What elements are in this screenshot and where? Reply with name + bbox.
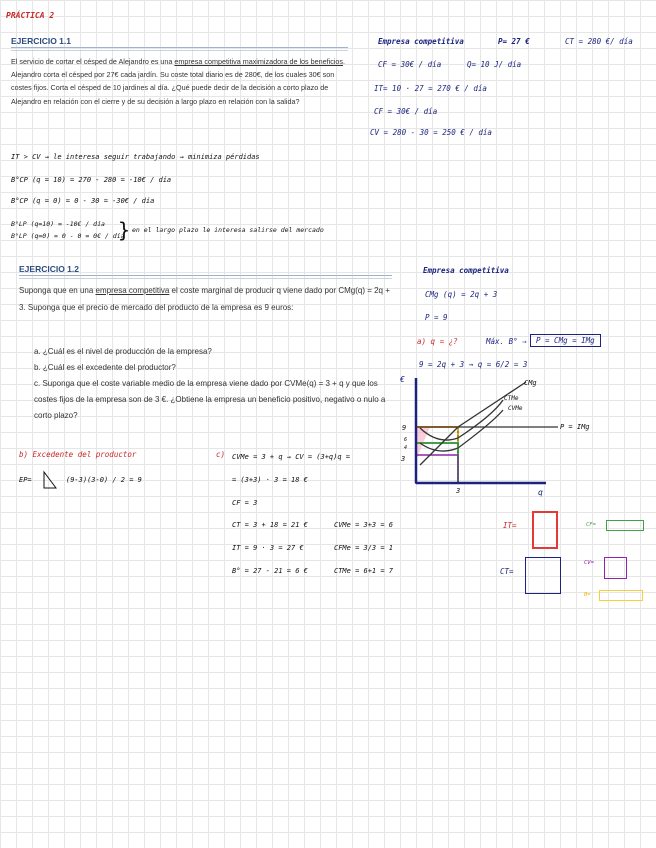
answer-c-ctme: CTMe = 6+1 = 7 — [334, 567, 394, 575]
cmg-label: CMg — [524, 379, 537, 387]
ct-box — [525, 557, 561, 594]
answer-c-cvme: CVMe = 3+3 = 6 — [334, 521, 394, 529]
ex1-long-run-conclusion: en el largo plazo le interesa salirse del mercado — [132, 226, 324, 234]
cv-label: CV= — [584, 560, 594, 566]
ct-label: CT= — [500, 567, 514, 576]
question-c: c. Suponga que el coste variable medio de la empresa viene dado por CVMe(q) = 3 + q y que los costes fijos de la empresa son de 3 €. ¿Obtiene la empresa un beneficio positivo, negativo o nulo a corto plazo? — [34, 379, 386, 420]
graph-x-label: q — [538, 488, 543, 497]
ex2-max-benefit: Máx. B° ⇒ — [486, 337, 527, 346]
tick-3: 3 — [401, 455, 406, 463]
ex1-note-price: P= 27 € — [498, 37, 530, 46]
tick-7: 6 — [404, 437, 408, 443]
ex1-note-q: Q= 10 J/ día — [467, 60, 522, 69]
answer-c-cfme: CFMe = 3/3 = 1 — [334, 544, 394, 552]
ex2-solve-q: 9 = 2q + 3 → q = 6/2 = 3 — [419, 360, 528, 369]
ex2-note-price: P = 9 — [425, 313, 448, 322]
triangle-icon — [40, 470, 60, 492]
ex1-note-it: IT= 10 · 27 = 270 € / día — [374, 84, 487, 93]
price-label: P = IMg — [560, 423, 590, 431]
ex2-answer-a-label: a) q = ¿? — [417, 337, 458, 346]
answer-c-line1: CVMe = 3 + q → CV = (3+q)q = — [232, 453, 351, 461]
exercise-1-1-statement: El servicio de cortar el césped de Alejandro es una empresa competitiva maximizadora de los beneficios. Alejandro corta el césped por 27€ cada jardín. Su coste total diario es de 280€, de los cuales 30€ son costes fijos. Corta el césped de 10 jardines al día. ¿Qué puede decir de la decisión a corto plazo de Alejandro en relación con el cierre y de su decisión a largo plazo en relación con la salida? — [11, 57, 346, 106]
answer-c-title: c) — [216, 450, 226, 459]
ex1-note-cf: CF = 30€ / día — [378, 60, 442, 69]
question-b: b. ¿Cuál es el excedente del productor? — [34, 363, 176, 372]
cf-label: CF= — [586, 522, 596, 528]
cvme-curve — [420, 410, 503, 451]
it-box — [532, 511, 558, 549]
answer-b-ep: EP= — [19, 476, 32, 484]
question-a: a. ¿Cuál es el nivel de producción de la empresa? — [34, 347, 212, 356]
answer-c-line2: = (3+3) · 3 = 18 € — [232, 476, 308, 484]
answer-b-formula: (9-3)(3-0) / 2 = 9 — [66, 476, 142, 484]
ex2-equilibrium-box: P = CMg = IMg — [530, 334, 601, 347]
tick-9: 9 — [402, 424, 407, 432]
cost-curves-graph — [398, 370, 648, 500]
ex1-note-cv: CV = 280 - 30 = 250 € / día — [370, 128, 492, 137]
ex1-note-cf2: CF = 30€ / día — [374, 107, 438, 116]
ex2-note-cmg: CMg (q) = 2q + 3 — [425, 290, 498, 299]
answer-c-line3: CF = 3 — [232, 499, 258, 507]
cv-box — [604, 557, 627, 579]
ex1-conclusion-1: IT > CV → le interesa seguir trabajando → minimiza pérdidas — [11, 153, 260, 161]
ctme-label: CTMe — [504, 395, 519, 402]
graph-y-label: € — [400, 375, 405, 384]
ex1-benefit-cp-10: B°CP (q = 10) = 270 - 280 = -10€ / día — [11, 176, 172, 184]
answer-c-line6: B° = 27 - 21 = 6 € — [232, 567, 308, 575]
ex1-note-title: Empresa competitiva — [378, 37, 464, 46]
answer-c-line4: CT = 3 + 18 = 21 € — [232, 521, 308, 529]
ex2-note-title: Empresa competitiva — [423, 266, 509, 275]
cf-box — [606, 520, 644, 531]
cvme-label: CVMe — [508, 405, 523, 412]
answer-b-title: b) Excedente del productor — [19, 450, 137, 459]
ex1-note-ct: CT = 280 €/ día — [565, 37, 633, 46]
answer-c-line5: IT = 9 · 3 = 27 € — [232, 544, 304, 552]
page-title: PRÁCTICA 2 — [6, 11, 55, 20]
ex1-benefit-lp-10: B°LP (q=10) = -10€ / día — [11, 220, 105, 228]
brace-icon: } — [118, 218, 131, 242]
b-box — [599, 590, 643, 601]
exercise-1-1-title: EJERCICIO 1.1 — [11, 36, 71, 46]
it-label: IT= — [503, 521, 517, 530]
ex1-benefit-cp-0: B°CP (q = 0) = 0 - 30 = -30€ / día — [11, 197, 155, 205]
tick-q3: 3 — [456, 487, 461, 495]
cf-rectangle — [416, 455, 458, 483]
ex1-benefit-lp-0: B°LP (q=0) = 0 - 0 = 0€ / día — [11, 232, 125, 240]
tick-6: 4 — [404, 445, 408, 451]
exercise-1-2-statement: Suponga que en una empresa competitiva el coste marginal de producir q viene dado por CMg(q) = 2q + 3. Suponga que el precio de mercado del producto de la empresa es 9 euros: — [19, 286, 390, 312]
b-label: B= — [584, 592, 591, 598]
exercise-1-2-title: EJERCICIO 1.2 — [19, 264, 79, 274]
